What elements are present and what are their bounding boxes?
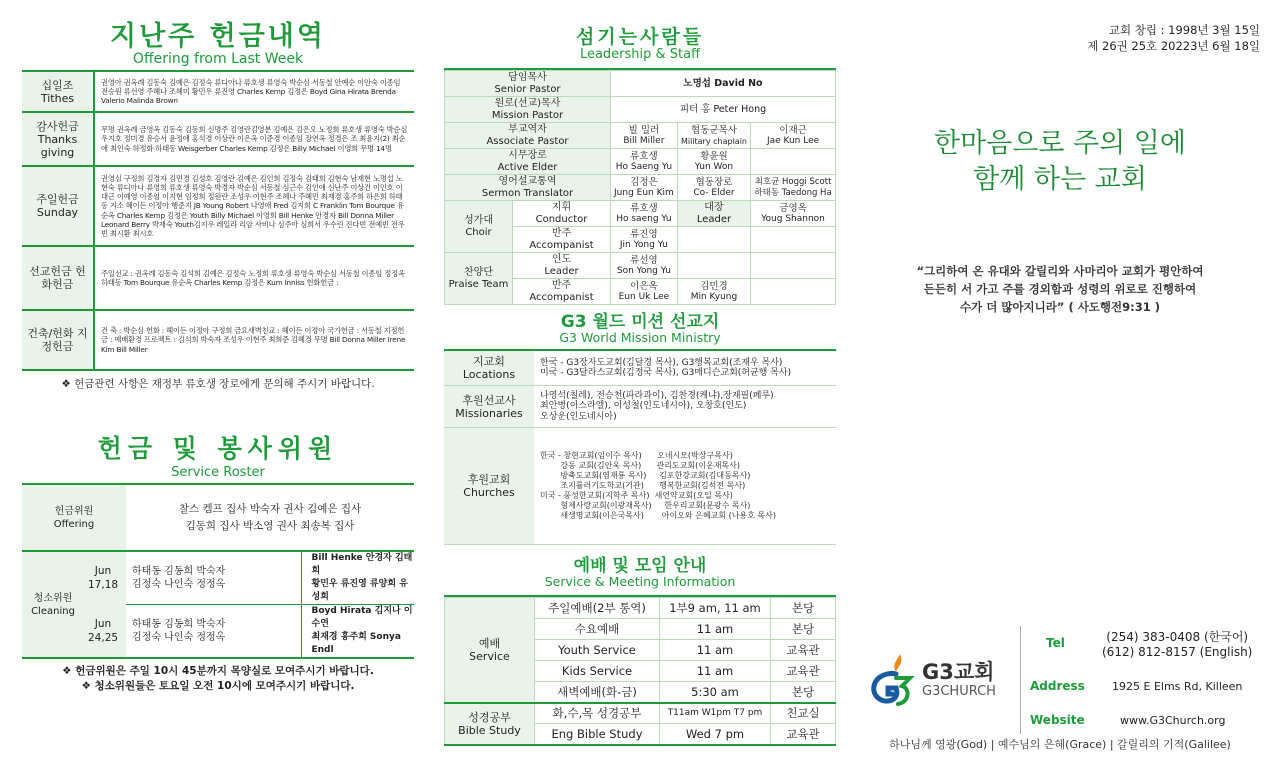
service-place: 본당 (771, 598, 836, 619)
role-ko: 반주 (551, 280, 572, 291)
roster-en-1: Boyd Hirata 김지나 이수연 (311, 606, 413, 629)
tel-korean[interactable]: (254) 383-0408 (한국어) (1106, 630, 1249, 644)
service-time: 11 am (660, 640, 771, 661)
role-en: Leader (544, 265, 579, 277)
service-place: 본당 (771, 682, 836, 703)
leadership-subtitle: Leadership & Staff (579, 47, 701, 62)
g3-title: G3 월드 미션 선교지 (560, 312, 720, 332)
offering-row-mission (22, 246, 414, 310)
staff-name: 류진영 (630, 228, 658, 240)
row-label: 건축/헌화 지정헌금 (27, 327, 88, 353)
church-logo (866, 648, 1026, 708)
role-ko: 지휘 (551, 202, 572, 213)
staff-name: 류호생 (630, 150, 658, 162)
g3-line: 한국 - 창현교회(임이수 목사) 오네시모(박상구목사) (540, 451, 733, 460)
g3-table (444, 351, 836, 545)
footer-slogan: 하나님께 영광(God) | 예수님의 은혜(Grace) | 갈릴리의 기적(Galilee) (889, 738, 1231, 751)
service-time: T11am W1pm T7 pm (660, 703, 771, 724)
roster-en-2: 최재경 홍주희 Sonya Endl (311, 632, 401, 655)
roster-en-1: Bill Henke 안경자 김태희 (311, 553, 413, 576)
row-text: 주일선교 : 권옥례 김동숙 김석희 김예은 김정숙 노정희 류호생 류영숙 박순심 서동철 이종임 정정옥 하태동 Tom Bourque 유순옥 Charles Kemp 김정은 Kum Inniss 헌화헌금 : (94, 246, 414, 310)
group-en: Choir (465, 226, 492, 238)
staff-name: 빌 밀러 (628, 124, 660, 136)
service-group-en: Bible Study (458, 723, 521, 737)
service-name: 새벽예배(화-금) (535, 682, 660, 703)
g3-label: 후원교회 (467, 473, 511, 486)
website-link[interactable]: www.G3Church.org (1120, 713, 1226, 727)
row-label-en: Tithes (40, 91, 75, 105)
services-subtitle: Service & Meeting Information (544, 574, 736, 589)
g3-row-churches (444, 428, 836, 545)
staff-name-en: Yun Won (694, 161, 734, 172)
row-text: 건 축 : 박순심 헌화 : 헤이든 이정아 구정희 금요새벽친교 : 헤이든 이정아 국가헌금 : 서동철 지정헌금 : 예배환경 프로젝트 : 김석희 박숙자 조성우 이현주 최희준 김혜경 무명 Bill Donna Miller Irene Kim Bill Miller (94, 310, 414, 370)
service-name: 주일예배(2부 통역) (535, 598, 660, 619)
offering-row-building (22, 310, 414, 370)
verse-line-2: 든든히 서 가고 주를 경외함과 성령의 위로로 진행하여 (923, 282, 1197, 296)
group-en: Praise Team (448, 278, 509, 290)
service-time: Wed 7 pm (660, 724, 771, 745)
staff-name-en: Ho saeng Yu (616, 213, 672, 224)
leadership-title: 섬기는사람들 (575, 26, 705, 48)
staff-name-en: Military chaplain (680, 136, 747, 146)
services-table (444, 597, 836, 746)
roster-ko-1: 하태동 김동희 박숙자 (132, 619, 226, 630)
g3-logo-icon (866, 648, 916, 708)
roster-label: 청소위원 (33, 592, 73, 604)
staff-name-en: Youg Shannon (761, 213, 825, 224)
bible-row (445, 703, 836, 724)
g3-row-missionaries (444, 386, 836, 428)
role-en: Mission Pastor (491, 109, 564, 121)
divider (1020, 626, 1021, 734)
elder-row (445, 149, 836, 175)
tel-english[interactable]: (612) 812-8157 (English) (1102, 645, 1253, 659)
senior-pastor-row (445, 71, 836, 97)
motto-line-2: 함께 하는 교회 (973, 164, 1147, 195)
group-ko: 찬양단 (464, 267, 493, 278)
mission-pastor-row (445, 97, 836, 123)
row-text: 권영아 권옥례 김동숙 김예은 김정숙 류디아나 류호생 류영숙 박순심 서동철 안예순 이안숙 이종임 전승원 류선영 주혜나 조혜미 황민우 류진영 Charles Kemp 김정은 Boyd Gina Hirata Brenda Valerio Malinda Brown (94, 72, 414, 112)
website-label: Website (1030, 713, 1085, 727)
service-time: 11 am (660, 619, 771, 640)
service-time: 5:30 am (660, 682, 771, 703)
staff-name-en: Ho Saeng Yu (615, 161, 673, 172)
verse-line-3: 수가 더 많아지니라” ( 사도행전9:31 ) (960, 300, 1160, 314)
logo-text-ko: G3교회 (922, 660, 995, 684)
service-place: 교육관 (771, 640, 836, 661)
g3-line: 미국 - 풍성한교회(지학주 목사) 새언약교회(오일 목사) (540, 491, 733, 500)
staff-name: 김민경 (700, 280, 728, 292)
g3-label: 후원선교사 (462, 393, 516, 407)
staff-name: 류호생 (630, 202, 658, 214)
staff-name-en: Eun Uk Lee (618, 291, 670, 302)
staff-name-en: Co- Elder (693, 187, 735, 198)
staff-name: 금영옥 (779, 202, 807, 214)
logo-text-en: G3CHURCH (922, 684, 996, 699)
roster-label: 헌금위원 (54, 505, 94, 517)
roster-label-en: Cleaning (31, 605, 75, 617)
g3-line: 오상운(인도네시아) (540, 411, 617, 422)
role-en: Sermon Translator (481, 187, 574, 199)
motto-line-1: 한마음으로 주의 일에 (934, 128, 1186, 159)
role-en: Senior Pastor (494, 83, 561, 95)
staff-name-en: Bill Miller (623, 135, 665, 146)
roster-ko-2: 김정숙 나인숙 정정옥 (132, 579, 226, 590)
service-name: Eng Bible Study (535, 724, 660, 745)
row-text: 무명 권옥례 금영옥 김동숙 김동희 신명주 김영란김영분 김예은 김은오 노정희 류호생 류영숙 박순심 우지호 정미경 유승서 윤정애 홍석경 이상란 이은옥 이준경 이종임 장연옥 정경은 조 최윤지(2) 최순애 최인숙 하정화 하태동 Weisgerber Charles Kemp 김정은 Billy Michael 이영희 무명 14명 (94, 112, 414, 166)
verse-line-1: “그리하여 온 유대와 갈릴리와 사마리아 교회가 평안하여 (916, 264, 1204, 278)
roster-week-row (22, 551, 414, 605)
service-place: 친교실 (771, 703, 836, 724)
g3-line: 미국 - G3달라스교회(김정국 목사), G3매디슨교회(허균행 목사) (540, 368, 792, 378)
role-en: Leader (696, 213, 732, 225)
role-ko: 부교역자 (508, 124, 547, 135)
g3-line: 한국 - G3장자도교회(김달경 목사), G3행복교회(조재우 목사) (540, 357, 783, 368)
role-en: Conductor (535, 213, 588, 225)
g3-line: 형제사랑교회(이광재목사) 한우리교회(문광수 목사) (540, 501, 751, 510)
g3-line: 새생명교회(이은국목사) 아이오와 은혜교회 (나용호 목사) (540, 511, 776, 520)
role-ko: 담임목사 (508, 72, 547, 83)
staff-name: 최호균 Hoggi Scott (754, 176, 832, 187)
staff-name-en: Jung Eun Kim (614, 187, 674, 198)
mission-pastor-name: 피터 홍 Peter Hong (611, 97, 836, 123)
senior-pastor-name: 노명섭 David No (611, 71, 836, 97)
roster-label-en: Offering (53, 518, 95, 530)
offering-row-tithes (22, 72, 414, 112)
service-name: Kids Service (535, 661, 660, 682)
service-time: 11 am (660, 661, 771, 682)
staff-name: 김정은 (630, 176, 658, 188)
staff-name-en: Son Yong Yu (616, 265, 671, 276)
translator-row (445, 175, 836, 201)
offering-column (22, 0, 414, 693)
g3-label-en: Churches (463, 486, 515, 499)
g3-line: 나영석(칠레), 전승천(파라과이), 김찬경(케냐),장재필(페루) (540, 390, 774, 401)
praise-leader-row (445, 253, 836, 279)
services-title: 예배 및 모임 안내 (573, 556, 707, 576)
contact-info (1030, 630, 1260, 736)
offering-members-1: 찰스 켐프 집사 박숙자 권사 김예은 집사 (178, 502, 362, 515)
service-place: 본당 (771, 619, 836, 640)
offering-note: ❖ 헌금관련 사항은 재정부 류호생 장로에게 문의해 주시기 바랍니다. (61, 378, 375, 390)
role-en: Active Elder (497, 161, 558, 173)
associate-pastor-row (445, 123, 836, 149)
staff-name-en: Jin Yong Yu (619, 239, 668, 250)
cover-column (860, 0, 1260, 777)
row-label: 감사헌금 (36, 119, 79, 133)
staff-name-en: Min Kyung (690, 291, 738, 302)
g3-label: 지교회 (473, 355, 505, 368)
role-en: Accompanist (529, 239, 594, 251)
service-name: 수요예배 (535, 619, 660, 640)
staff-name: 이은옥 (630, 280, 658, 292)
roster-title: 헌금 및 봉사위원 (97, 434, 339, 463)
row-label: 선교헌금 헌화헌금 (29, 265, 86, 291)
service-group: 예배 (478, 636, 501, 650)
row-label-en: Thanks giving (37, 132, 78, 159)
roster-subtitle: Service Roster (171, 465, 265, 480)
issue-number: 제 26권 25호 20223년 6월 18일 (1087, 39, 1260, 53)
g3-line: 방축도교회(염재룡 목사) 김포한강교회(김대동목사) (540, 471, 751, 480)
roster-ko-2: 김정숙 나인숙 정정옥 (132, 632, 226, 643)
offering-subtitle: Offering from Last Week (132, 51, 304, 67)
role-ko: 대장 (704, 202, 724, 213)
roster-date: Jun 17,18 (88, 565, 119, 591)
g3-subtitle: G3 World Mission Ministry (559, 330, 721, 345)
roster-en-2: 황민우 류진영 류양희 유성희 (311, 579, 408, 602)
group-ko: 성가대 (464, 215, 493, 226)
address-value: 1925 E Elms Rd, Killeen (1112, 679, 1243, 693)
service-name: 화,수,목 성경공부 (535, 703, 660, 724)
roster-offering-row (22, 485, 414, 551)
roster-table (22, 485, 414, 659)
tel-label: Tel (1046, 636, 1065, 650)
leadership-table (444, 70, 836, 305)
offering-title: 지난주 헌금내역 (110, 21, 326, 52)
role-ko: 인도 (551, 254, 572, 265)
service-place: 교육관 (771, 724, 836, 745)
row-label: 십일조 (41, 78, 74, 92)
staff-name: 황윤원 (700, 150, 728, 162)
address-label: Address (1030, 679, 1085, 693)
offering-table (22, 72, 414, 371)
roster-note-1: ❖ 헌금위원은 주일 10시 45분까지 목양실로 모여주시기 바랍니다. (62, 665, 374, 677)
roster-date: Jun 24,25 (88, 618, 119, 644)
staff-name-en: 하태동 Taedong Ha (754, 187, 832, 198)
role-en: Accompanist (529, 291, 594, 303)
roster-note-2: ❖ 청소위원들은 토요일 오전 10시에 모여주시기 바랍니다. (81, 680, 355, 692)
service-row (445, 598, 836, 619)
g3-label-en: Missionaries (455, 406, 523, 420)
role-ko: 원로(선교)목사 (494, 98, 561, 109)
g3-line: 조지률러기도학교(기관) 행복한교회(김석전 목사) (540, 481, 746, 490)
staff-name-en: Jae Kun Lee (766, 135, 820, 146)
staff-name: 협동군목사 (691, 124, 737, 136)
role-ko: 시무장로 (508, 150, 547, 161)
offering-row-sunday (22, 166, 414, 246)
offering-members-2: 김동희 집사 박소영 권사 최송복 집사 (185, 519, 355, 532)
role-ko: 영어설교통역 (498, 176, 557, 187)
g3-line: 강동 교회(김안욱 목사) 관리도교회(이운재목사) (540, 461, 741, 470)
staff-name: 협동장로 (695, 176, 733, 188)
service-place: 교육관 (771, 661, 836, 682)
service-time: 1부9 am, 11 am (660, 598, 771, 619)
choir-conductor-row (445, 201, 836, 227)
g3-line: 최안병(이스라엘), 이성철(인도네시아), 오창호(인도) (540, 401, 747, 412)
row-label-en: Sunday (36, 206, 79, 219)
roster-ko-1: 하태동 김동희 박숙자 (132, 566, 226, 577)
service-group: 성경공부 (468, 710, 511, 724)
role-en: Associate Pastor (486, 135, 569, 147)
service-name: Youth Service (535, 640, 660, 661)
offering-row-thanks (22, 112, 414, 166)
staff-name: 류선영 (630, 254, 658, 266)
role-ko: 반주 (551, 228, 572, 239)
service-group-en: Service (469, 649, 510, 663)
row-text: 권영심 구정희 김경자 김민경 김성호 김영란 김예은 김인희 김정숙 김태희 김현숙 남재현 노명섭 노현숙 류디아나 류영희 류호생 류영숙 박경자 박순심 서동철 심근수 김인애 신난주 이상건 이인호 이대근 이예영 이종임 이지현 임정희 정원란 조성우 이현주 조혜나 주혜민 최재경 홍주희 하은희 하태동 지소 혜이든 이정아 행준지 JB Young Robert 나영애 Fred 김지희 C Franklin Tom Bourque 유순옥 Charles Kemp 김정은 Youth Billy Michael 이영희 Bill Henke 안경자 Bill Donna Miller Leonard Berry 박재숙 Youth김지우 레일라 리암 사비나 심주아 심희서 우수린 진다빈 전예빈 전우빈 최시환 최시호 (94, 166, 414, 246)
g3-label-en: Locations (462, 368, 516, 381)
row-label: 주일헌금 (36, 193, 79, 206)
leadership-column (444, 0, 836, 746)
church-founded: 교회 창립 : 1998년 3월 15일 (1108, 23, 1260, 37)
g3-row-locations (444, 351, 836, 386)
staff-name: 이재근 (779, 124, 807, 136)
